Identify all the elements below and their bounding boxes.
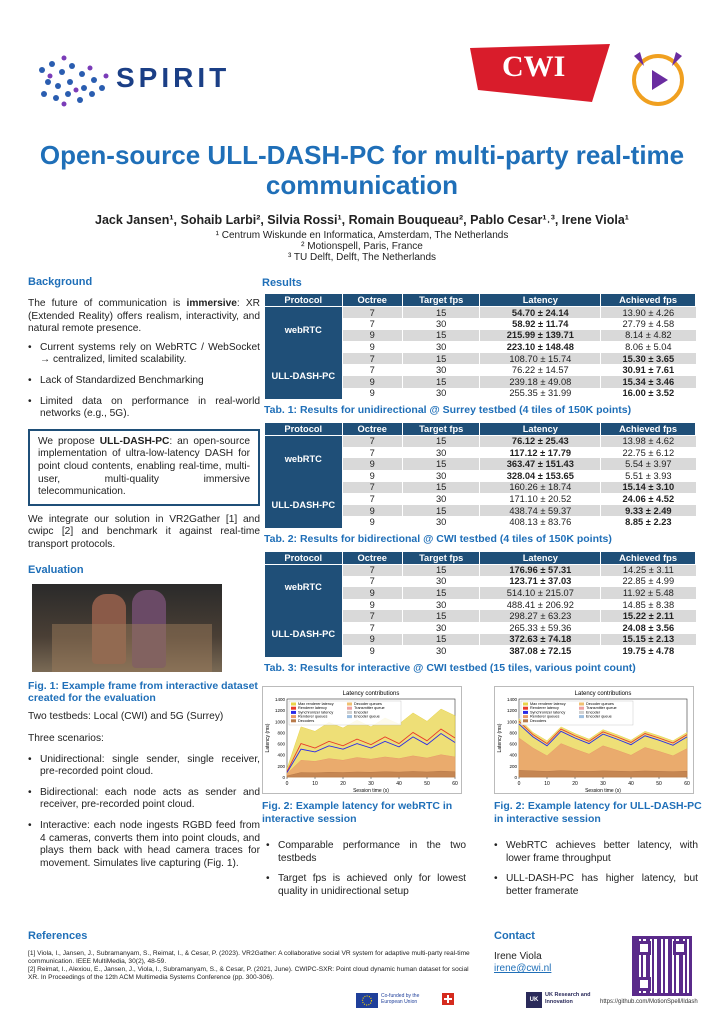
- fps-cell: 30: [402, 576, 480, 588]
- legend-entry: Encoder: [586, 710, 601, 715]
- x-tick-label: 0: [285, 781, 289, 787]
- reference-item: [1] Viola, I., Jansen, J., Subramanyam, S., Reimat, I., & Cesar, P. (2023). VR2Gather: A collaborative social VR system for adaptive multi-party real-time communication. IEEE MultiMedia, 30(2), 48-59.: [28, 950, 470, 965]
- latency-cell: 171.10 ± 20.52: [480, 493, 601, 505]
- y-tick-label: 1000: [506, 719, 517, 725]
- legend-entry: Decoders: [530, 718, 547, 723]
- achieved-cell: 15.22 ± 2.11: [601, 610, 696, 622]
- octree-cell: 9: [342, 645, 402, 657]
- legend-swatch: [523, 707, 528, 710]
- y-tick-label: 0: [282, 775, 285, 780]
- octree-cell: 7: [342, 610, 402, 622]
- owl-icon: [628, 44, 688, 108]
- fps-cell: 30: [402, 470, 480, 482]
- spirit-dots-icon: [30, 50, 120, 110]
- y-tick-label: 800: [509, 730, 517, 736]
- cwi-logo: [470, 44, 610, 102]
- achieved-cell: 24.08 ± 3.56: [601, 622, 696, 634]
- column-header: Latency: [480, 551, 601, 564]
- legend-entry: Decoders: [298, 718, 315, 723]
- column-header: Achieved fps: [601, 294, 696, 307]
- fps-cell: 15: [402, 307, 480, 319]
- legend-swatch: [291, 711, 296, 714]
- octree-cell: 7: [342, 622, 402, 634]
- legend-entry: Renderer queues: [530, 714, 560, 719]
- column-header: Octree: [342, 294, 402, 307]
- y-axis-label: Latency (ms): [265, 723, 271, 753]
- column-header: Octree: [342, 551, 402, 564]
- protocol-cell: webRTC: [265, 564, 343, 610]
- x-tick-label: 10: [544, 781, 550, 787]
- legend-swatch: [579, 703, 584, 706]
- achieved-cell: 15.14 ± 3.10: [601, 482, 696, 494]
- legend-entry: Renderer latency: [298, 706, 327, 711]
- latency-cell: 239.18 ± 49.08: [480, 376, 601, 388]
- latency-cell: 372.63 ± 74.18: [480, 634, 601, 646]
- results-tables: [264, 293, 696, 679]
- ukri-mark-icon: UK: [526, 992, 542, 1008]
- achieved-cell: 24.06 ± 4.52: [601, 493, 696, 505]
- octree-cell: 9: [342, 388, 402, 400]
- column-header: Achieved fps: [601, 551, 696, 564]
- column-header: Target fps: [402, 422, 480, 435]
- legend-entry: Max renderer latency: [530, 702, 566, 706]
- achieved-cell: 13.98 ± 4.62: [601, 435, 696, 447]
- plot-title: Latency contributions: [574, 691, 632, 697]
- swiss-flag-icon: [442, 993, 454, 1005]
- results-table-1: [264, 293, 696, 399]
- legend-swatch: [579, 711, 584, 714]
- fps-cell: 15: [402, 376, 480, 388]
- octree-cell: 9: [342, 599, 402, 611]
- fps-cell: 15: [402, 330, 480, 342]
- fps-cell: 30: [402, 318, 480, 330]
- y-tick-label: 1400: [274, 697, 285, 702]
- dash-findings: [494, 840, 698, 906]
- ukri-logo: [526, 991, 596, 1011]
- y-tick-label: 0: [514, 775, 517, 780]
- octree-cell: 9: [342, 634, 402, 646]
- y-tick-label: 1400: [506, 697, 517, 702]
- fps-cell: 30: [402, 388, 480, 400]
- column-header: Protocol: [265, 551, 343, 564]
- legend-entry: Decoder queues: [354, 702, 382, 706]
- motionspell-logo: [628, 44, 688, 108]
- references-list: [28, 950, 478, 982]
- table-header-row: [265, 422, 696, 435]
- table-caption-2: Tab. 2: Results for bidirectional @ CWI testbed (4 tiles of 150K points): [264, 533, 612, 545]
- dash-latency-plot: [494, 686, 694, 794]
- latency-cell: 58.92 ± 11.74: [480, 318, 601, 330]
- octree-cell: 9: [342, 516, 402, 528]
- left-column: [28, 276, 260, 878]
- achieved-cell: 16.00 ± 3.52: [601, 388, 696, 400]
- achieved-cell: 30.91 ± 7.61: [601, 364, 696, 376]
- latency-cell: 328.04 ± 153.65: [480, 470, 601, 482]
- legend-entry: Transmitter queue: [586, 706, 617, 711]
- fps-cell: 15: [402, 587, 480, 599]
- integration-text: We integrate our solution in VR2Gather [1] and cwipc [2] and benchmark it against real-time transport protocols.: [28, 513, 260, 550]
- background-bullets: [28, 342, 260, 421]
- latency-cell: 387.08 ± 72.15: [480, 645, 601, 657]
- legend-entry: Transmitter queue: [354, 706, 385, 711]
- latency-cell: 215.99 ± 139.71: [480, 330, 601, 342]
- legend-swatch: [291, 719, 296, 722]
- cwi-logo-text: CWI: [502, 50, 566, 83]
- y-tick-label: 400: [509, 752, 517, 758]
- latency-cell: 76.22 ± 14.57: [480, 364, 601, 376]
- latency-cell: 488.41 ± 206.92: [480, 599, 601, 611]
- achieved-cell: 19.75 ± 4.78: [601, 645, 696, 657]
- legend-swatch: [347, 711, 352, 714]
- fps-cell: 15: [402, 435, 480, 447]
- list-item: • Comparable performance in the two testbeds: [266, 840, 466, 865]
- fps-cell: 15: [402, 564, 480, 576]
- list-item: • Unidirectional: single sender, single receiver, pre-recorded point cloud.: [28, 754, 260, 779]
- legend-swatch: [579, 707, 584, 710]
- y-tick-label: 600: [277, 741, 285, 747]
- spirit-logo-text: SPIRIT: [116, 62, 231, 93]
- y-tick-label: 800: [277, 730, 285, 736]
- y-tick-label: 1200: [506, 708, 517, 714]
- achieved-cell: 15.15 ± 2.13: [601, 634, 696, 646]
- column-header: Target fps: [402, 294, 480, 307]
- octree-cell: 9: [342, 587, 402, 599]
- y-tick-label: 1000: [274, 719, 285, 725]
- latency-cell: 363.47 ± 151.43: [480, 458, 601, 470]
- octree-cell: 9: [342, 376, 402, 388]
- octree-cell: 7: [342, 447, 402, 459]
- octree-cell: 7: [342, 493, 402, 505]
- octree-cell: 9: [342, 330, 402, 342]
- table-header-row: [265, 294, 696, 307]
- latency-cell: 76.12 ± 25.43: [480, 435, 601, 447]
- y-tick-label: 400: [277, 752, 285, 758]
- series-area: [519, 770, 687, 777]
- legend-entry: Decoder queues: [586, 702, 614, 706]
- octree-cell: 9: [342, 505, 402, 517]
- achieved-cell: 15.30 ± 3.65: [601, 353, 696, 365]
- x-tick-label: 60: [684, 781, 690, 787]
- latency-cell: 123.71 ± 37.03: [480, 576, 601, 588]
- protocol-cell: ULL-DASH-PC: [265, 482, 343, 528]
- achieved-cell: 22.85 ± 4.99: [601, 576, 696, 588]
- table-caption-3: Tab. 3: Results for interactive @ CWI testbed (15 tiles, various point count): [264, 661, 636, 674]
- column-header: Octree: [342, 422, 402, 435]
- protocol-cell: webRTC: [265, 307, 343, 353]
- testbeds-text: Two testbeds: Local (CWI) and 5G (Surrey): [28, 710, 224, 722]
- legend-entry: Encoder queue: [354, 714, 380, 719]
- legend-entry: Synchronizer latency: [298, 710, 334, 715]
- latency-cell: 514.10 ± 215.07: [480, 587, 601, 599]
- x-axis-label: Session time (s): [585, 788, 621, 794]
- x-tick-label: 30: [600, 781, 606, 787]
- legend-swatch: [347, 707, 352, 710]
- qr-url: https://github.com/MotionSpell/lldash: [600, 999, 698, 1005]
- latency-cell: 298.27 ± 63.23: [480, 610, 601, 622]
- list-item: • ULL-DASH-PC has higher latency, but better framerate: [494, 873, 698, 898]
- y-tick-label: 600: [509, 741, 517, 747]
- proposal-box: We propose ULL-DASH-PC: an open-source implementation of ultra-low-latency DASH for point cloud contents, enabling real-time, multi-user, multi-quality immersive telecommunication.: [28, 429, 260, 506]
- fps-cell: 15: [402, 634, 480, 646]
- fps-cell: 30: [402, 622, 480, 634]
- latency-cell: 117.12 ± 17.79: [480, 447, 601, 459]
- octree-cell: 9: [342, 470, 402, 482]
- achieved-cell: 5.54 ± 3.97: [601, 458, 696, 470]
- achieved-cell: 8.14 ± 4.82: [601, 330, 696, 342]
- results-table-2: [264, 422, 696, 528]
- x-tick-label: 40: [396, 781, 402, 787]
- column-header: Latency: [480, 422, 601, 435]
- x-tick-label: 50: [424, 781, 430, 787]
- column-header: Achieved fps: [601, 422, 696, 435]
- column-header: Target fps: [402, 551, 480, 564]
- references-heading: References: [28, 930, 88, 942]
- octree-cell: 7: [342, 576, 402, 588]
- qr-code[interactable]: [632, 936, 692, 996]
- table-row: [265, 482, 696, 494]
- octree-cell: 9: [342, 458, 402, 470]
- table-header-row: [265, 551, 696, 564]
- fps-cell: 30: [402, 364, 480, 376]
- latency-cell: 223.10 ± 148.48: [480, 341, 601, 353]
- latency-cell: 255.35 ± 31.99: [480, 388, 601, 400]
- x-axis-label: Session time (s): [353, 788, 389, 794]
- legend-entry: Encoder queue: [586, 714, 612, 719]
- achieved-cell: 8.06 ± 5.04: [601, 341, 696, 353]
- affiliation-3: ³ TU Delft, Delft, The Netherlands: [287, 252, 437, 263]
- x-tick-label: 20: [572, 781, 578, 787]
- legend-entry: Encoder: [354, 710, 369, 715]
- octree-cell: 7: [342, 435, 402, 447]
- legend-swatch: [347, 703, 352, 706]
- ukri-text: UK Research and Innovation: [545, 992, 591, 1005]
- affiliation-1: ¹ Centrum Wiskunde en Informatica, Amsterdam, The Netherlands: [215, 230, 509, 241]
- fig1-caption: Fig. 1: Example frame from interactive dataset created for the evaluation: [28, 679, 258, 704]
- latency-cell: 438.74 ± 59.37: [480, 505, 601, 517]
- protocol-cell: ULL-DASH-PC: [265, 353, 343, 399]
- legend-entry: Renderer queues: [298, 714, 328, 719]
- x-tick-label: 20: [340, 781, 346, 787]
- eu-funding-text: Co-funded by the European Union: [381, 993, 420, 1005]
- fps-cell: 15: [402, 482, 480, 494]
- background-intro: The future of communication is immersive: XR (Extended Reality) offers realism, interactivity, and natural remote presence.: [28, 298, 260, 335]
- y-tick-label: 1200: [274, 708, 285, 714]
- scenarios-list: [28, 754, 260, 871]
- list-item: • Lack of Standardized Benchmarking: [28, 375, 260, 388]
- contact-email-link[interactable]: irene@cwi.nl: [494, 963, 552, 974]
- latency-cell: 54.70 ± 24.14: [480, 307, 601, 319]
- scenarios-label: Three scenarios:: [28, 733, 104, 745]
- table-row: [265, 307, 696, 319]
- webrtc-findings: [266, 840, 466, 906]
- legend-swatch: [523, 703, 528, 706]
- list-item: • Limited data on performance in real-world networks (e.g., 5G).: [28, 396, 260, 421]
- fps-cell: 30: [402, 447, 480, 459]
- list-item: • WebRTC achieves better latency, with lower frame throughput: [494, 840, 698, 865]
- legend-swatch: [347, 715, 352, 718]
- x-tick-label: 50: [656, 781, 662, 787]
- list-item: • Current systems rely on WebRTC / WebSocket → centralized, limited scalability.: [28, 342, 260, 367]
- swiss-logo: [442, 992, 472, 1010]
- legend-swatch: [523, 711, 528, 714]
- column-header: Latency: [480, 294, 601, 307]
- contact-name: Irene Viola: [494, 951, 542, 962]
- webrtc-latency-plot: [262, 686, 462, 794]
- achieved-cell: 9.33 ± 2.49: [601, 505, 696, 517]
- octree-cell: 7: [342, 364, 402, 376]
- fps-cell: 30: [402, 645, 480, 657]
- list-item: • Target fps is achieved only for lowest quality in unidirectional setup: [266, 873, 466, 898]
- fig1-image: [32, 584, 222, 672]
- background-heading: Background: [28, 276, 93, 288]
- legend-swatch: [523, 715, 528, 718]
- legend-swatch: [579, 715, 584, 718]
- fps-cell: 30: [402, 599, 480, 611]
- latency-cell: 408.13 ± 83.76: [480, 516, 601, 528]
- achieved-cell: 15.34 ± 3.46: [601, 376, 696, 388]
- legend-entry: Synchronizer latency: [530, 710, 566, 715]
- list-item: • Bidirectional: each node acts as sender and receiver, pre-recorded point cloud.: [28, 787, 260, 812]
- list-item: • Interactive: each node ingests RGBD feed from 4 cameras, converts them into point clouds, and plays them back with head camera traces for movement. Simulates live capturing (Fig. 1).: [28, 820, 260, 870]
- fig2b-caption: Fig. 2: Example latency for ULL-DASH-PC in interactive session: [494, 800, 702, 825]
- octree-cell: 7: [342, 318, 402, 330]
- fps-cell: 15: [402, 610, 480, 622]
- legend-swatch: [291, 707, 296, 710]
- eu-logo: [356, 992, 436, 1010]
- plot-title: Latency contributions: [342, 691, 400, 697]
- eu-flag-icon: [356, 993, 378, 1008]
- achieved-cell: 8.85 ± 2.23: [601, 516, 696, 528]
- page-title: Open-source ULL-DASH-PC for multi-party real-time communication: [39, 140, 685, 200]
- x-tick-label: 0: [517, 781, 521, 787]
- affiliation-2: ² Motionspell, Paris, France: [301, 241, 423, 252]
- octree-cell: 7: [342, 482, 402, 494]
- fps-cell: 30: [402, 516, 480, 528]
- table-row: [265, 435, 696, 447]
- fps-cell: 30: [402, 341, 480, 353]
- evaluation-heading: Evaluation: [28, 563, 84, 576]
- table-row: [265, 610, 696, 622]
- legend-entry: Max renderer latency: [298, 702, 334, 706]
- fps-cell: 30: [402, 493, 480, 505]
- y-tick-label: 200: [277, 763, 285, 769]
- fps-cell: 15: [402, 458, 480, 470]
- table-row: [265, 564, 696, 576]
- spirit-logo: [30, 50, 260, 110]
- legend-swatch: [291, 715, 296, 718]
- achieved-cell: 13.90 ± 4.26: [601, 307, 696, 319]
- legend-swatch: [291, 703, 296, 706]
- achieved-cell: 14.85 ± 8.38: [601, 599, 696, 611]
- reference-item: [2] Reimat, I., Alexiou, E., Jansen, J., Viola, I., Subramanyam, S., & Cesar, P. (2021, June). CWIPC-SXR: Point cloud dynamic human dataset for social XR. In Proceedings of the 12th ACM Multimedia Systems Conference (pp. 300-306).: [28, 966, 469, 981]
- achieved-cell: 27.79 ± 4.58: [601, 318, 696, 330]
- table-caption-1: Tab. 1: Results for unidirectional @ Surrey testbed (4 tiles of 150K points): [264, 404, 632, 417]
- table-row: [265, 353, 696, 365]
- x-tick-label: 40: [628, 781, 634, 787]
- column-header: Protocol: [265, 294, 343, 307]
- octree-cell: 7: [342, 307, 402, 319]
- latency-cell: 176.96 ± 57.31: [480, 564, 601, 576]
- achieved-cell: 22.75 ± 6.12: [601, 447, 696, 459]
- results-table-3: [264, 551, 696, 657]
- x-tick-label: 60: [452, 781, 458, 787]
- x-tick-label: 30: [368, 781, 374, 787]
- fps-cell: 15: [402, 505, 480, 517]
- octree-cell: 7: [342, 564, 402, 576]
- protocol-cell: ULL-DASH-PC: [265, 610, 343, 656]
- achieved-cell: 5.51 ± 3.93: [601, 470, 696, 482]
- y-tick-label: 200: [509, 763, 517, 769]
- legend-swatch: [523, 719, 528, 722]
- octree-cell: 9: [342, 341, 402, 353]
- latency-cell: 160.26 ± 18.74: [480, 482, 601, 494]
- latency-cell: 108.70 ± 15.74: [480, 353, 601, 365]
- protocol-cell: webRTC: [265, 435, 343, 481]
- octree-cell: 7: [342, 353, 402, 365]
- fps-cell: 15: [402, 353, 480, 365]
- authors: Jack Jansen¹, Sohaib Larbi², Silvia Rossi¹, Romain Bouqueau², Pablo Cesar¹˒³, Irene Viola¹: [95, 213, 629, 227]
- achieved-cell: 14.25 ± 3.11: [601, 564, 696, 576]
- legend-entry: Renderer latency: [530, 706, 559, 711]
- column-header: Protocol: [265, 422, 343, 435]
- achieved-cell: 11.92 ± 5.48: [601, 587, 696, 599]
- results-heading: Results: [262, 277, 302, 289]
- latency-cell: 265.33 ± 59.36: [480, 622, 601, 634]
- fig2a-caption: Fig. 2: Example latency for webRTC in interactive session: [262, 800, 453, 825]
- y-axis-label: Latency (ms): [497, 723, 503, 753]
- x-tick-label: 10: [312, 781, 318, 787]
- contact-heading: Contact: [494, 930, 535, 942]
